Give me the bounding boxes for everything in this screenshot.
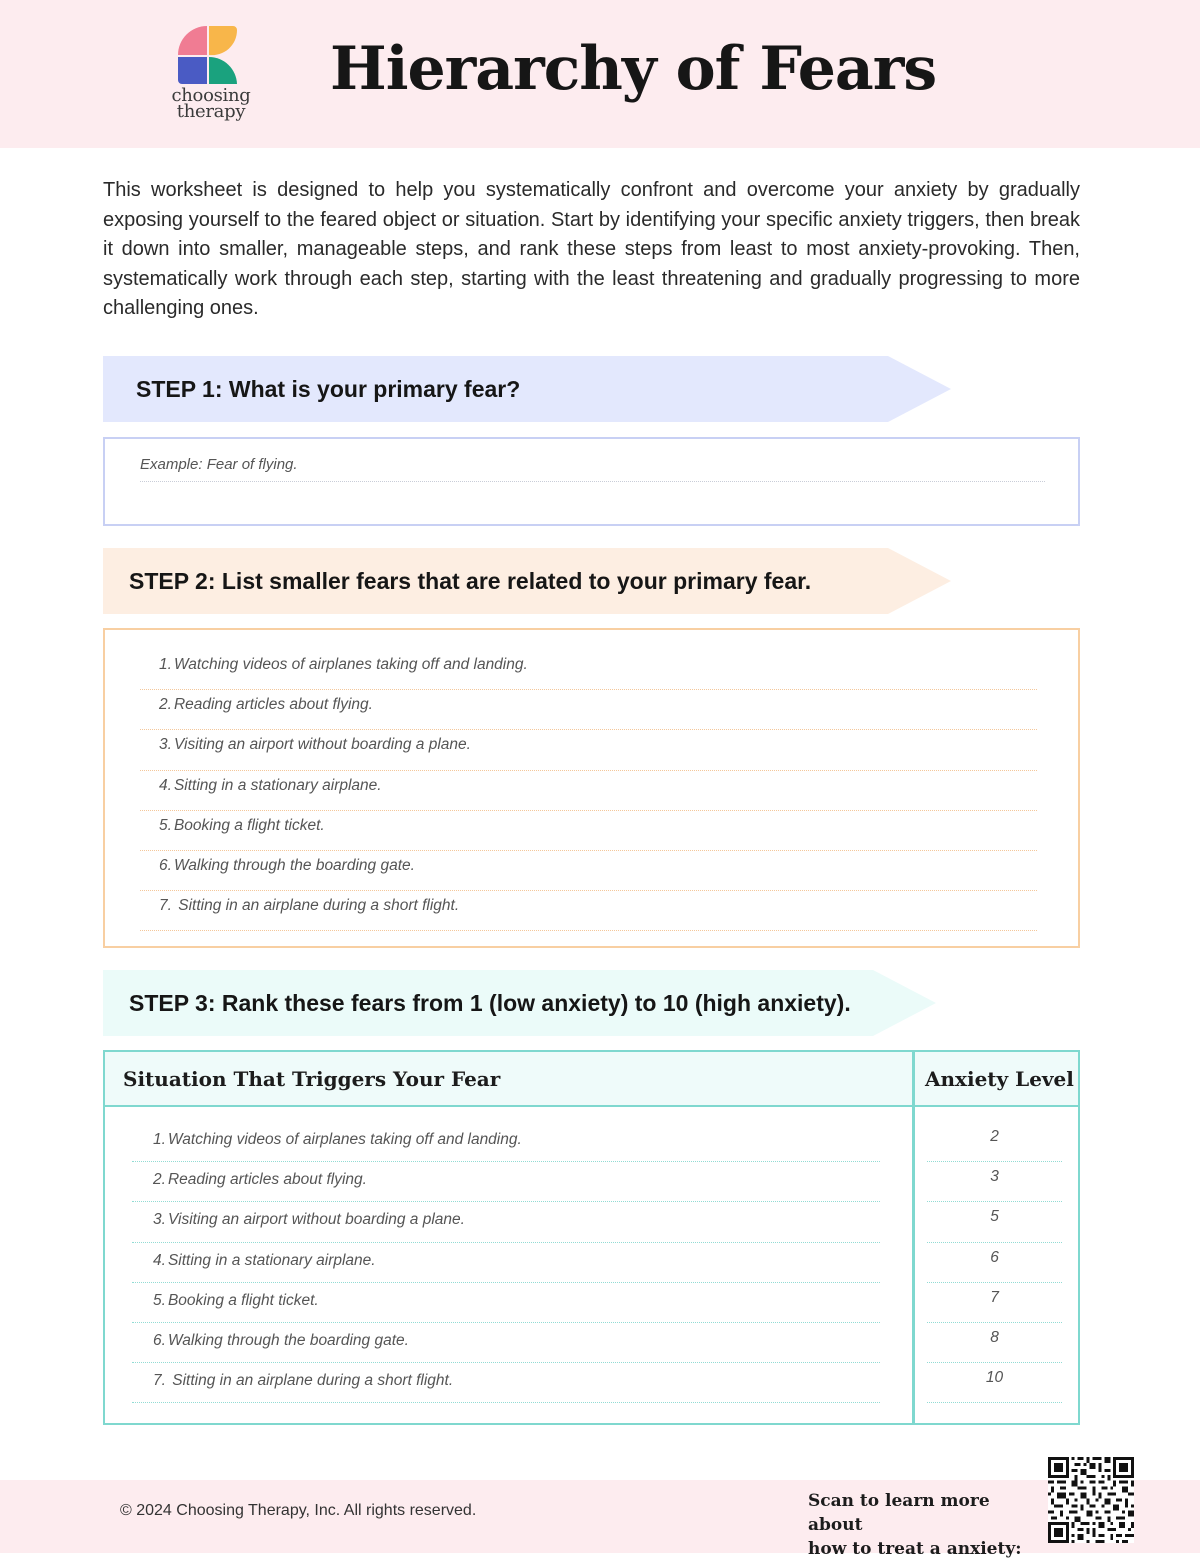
table-row[interactable]: 3. Visiting an airport without boarding a plane. (132, 1202, 880, 1242)
page-title: Hierarchy of Fears (330, 34, 937, 104)
list-item[interactable]: 5. Booking a flight ticket. (140, 811, 1037, 851)
col-header-anxiety-level: Anxiety Level (925, 1067, 1074, 1091)
list-item[interactable]: 6. Walking through the boarding gate. (140, 851, 1037, 891)
brand-line-1: choosing (171, 85, 251, 106)
logo-mark-icon (178, 26, 238, 84)
copyright-text: © 2024 Choosing Therapy, Inc. All rights reserved. (120, 1502, 477, 1519)
step3-banner (103, 970, 953, 1036)
col-header-situation: Situation That Triggers Your Fear (123, 1067, 501, 1091)
scan-line-1: Scan to learn more about (808, 1491, 990, 1535)
step1-answer-box[interactable] (103, 437, 1080, 526)
table-row[interactable]: 2. Reading articles about flying. (132, 1162, 880, 1202)
step3-heading: STEP 3: Rank these fears from 1 (low anxiety) to 10 (high anxiety). (129, 990, 851, 1016)
brand-line-2: therapy (176, 101, 246, 122)
anxiety-level-cell[interactable]: 7 (927, 1283, 1062, 1323)
choosing-therapy-logo (168, 26, 254, 120)
anxiety-level-cell[interactable]: 3 (927, 1162, 1062, 1202)
step2-heading: STEP 2: List smaller fears that are related to your primary fear. (129, 568, 812, 594)
anxiety-level-cell[interactable]: 10 (927, 1363, 1062, 1403)
scan-prompt (808, 1489, 1038, 1561)
brand-name (168, 85, 254, 122)
situation-column (132, 1122, 880, 1403)
table-row[interactable]: 1. Watching videos of airplanes taking off and landing. (132, 1122, 880, 1162)
table-row[interactable]: 5. Booking a flight ticket. (132, 1283, 880, 1323)
step1-heading: STEP 1: What is your primary fear? (136, 376, 521, 402)
column-divider (912, 1052, 915, 1423)
anxiety-level-column (927, 1122, 1062, 1403)
qr-code-graphic (1048, 1457, 1134, 1543)
scan-line-2: how to treat a anxiety: (808, 1539, 1022, 1559)
smaller-fears-list (140, 650, 1037, 931)
ranking-table (103, 1050, 1080, 1425)
step1-banner (103, 356, 953, 422)
page-footer (0, 1480, 1200, 1559)
table-header-row (105, 1052, 1078, 1107)
list-item[interactable]: 1. Watching videos of airplanes taking off and landing. (140, 650, 1037, 690)
anxiety-level-cell[interactable]: 6 (927, 1243, 1062, 1283)
list-item[interactable]: 3. Visiting an airport without boarding a plane. (140, 730, 1037, 770)
primary-fear-field[interactable]: Example: Fear of flying. (140, 456, 1045, 482)
page-header (0, 0, 1200, 148)
table-row[interactable]: 4. Sitting in a stationary airplane. (132, 1243, 880, 1283)
anxiety-level-cell[interactable]: 2 (927, 1122, 1062, 1162)
list-item[interactable]: 4. Sitting in a stationary airplane. (140, 771, 1037, 811)
list-item[interactable]: 7. Sitting in an airplane during a short flight. (140, 891, 1037, 931)
step2-answer-box (103, 628, 1080, 948)
anxiety-level-cell[interactable]: 8 (927, 1323, 1062, 1363)
table-row[interactable]: 7. Sitting in an airplane during a short flight. (132, 1363, 880, 1403)
qr-code-icon[interactable] (1048, 1457, 1134, 1543)
table-row[interactable]: 6. Walking through the boarding gate. (132, 1323, 880, 1363)
intro-paragraph: This worksheet is designed to help you systematically confront and overcome your anxiety by gradually exposing yourself to the feared object or situation. Start by identifying your specific anxiety triggers, then break it down into smaller, manageable steps, and rank these steps from least to most anxiety-provoking. Then, systematically work through each step, starting with the least threatening and gradually progressing to more challenging ones. (103, 179, 1080, 319)
list-item[interactable]: 2. Reading articles about flying. (140, 690, 1037, 730)
anxiety-level-cell[interactable]: 5 (927, 1202, 1062, 1242)
step2-banner (103, 548, 953, 614)
